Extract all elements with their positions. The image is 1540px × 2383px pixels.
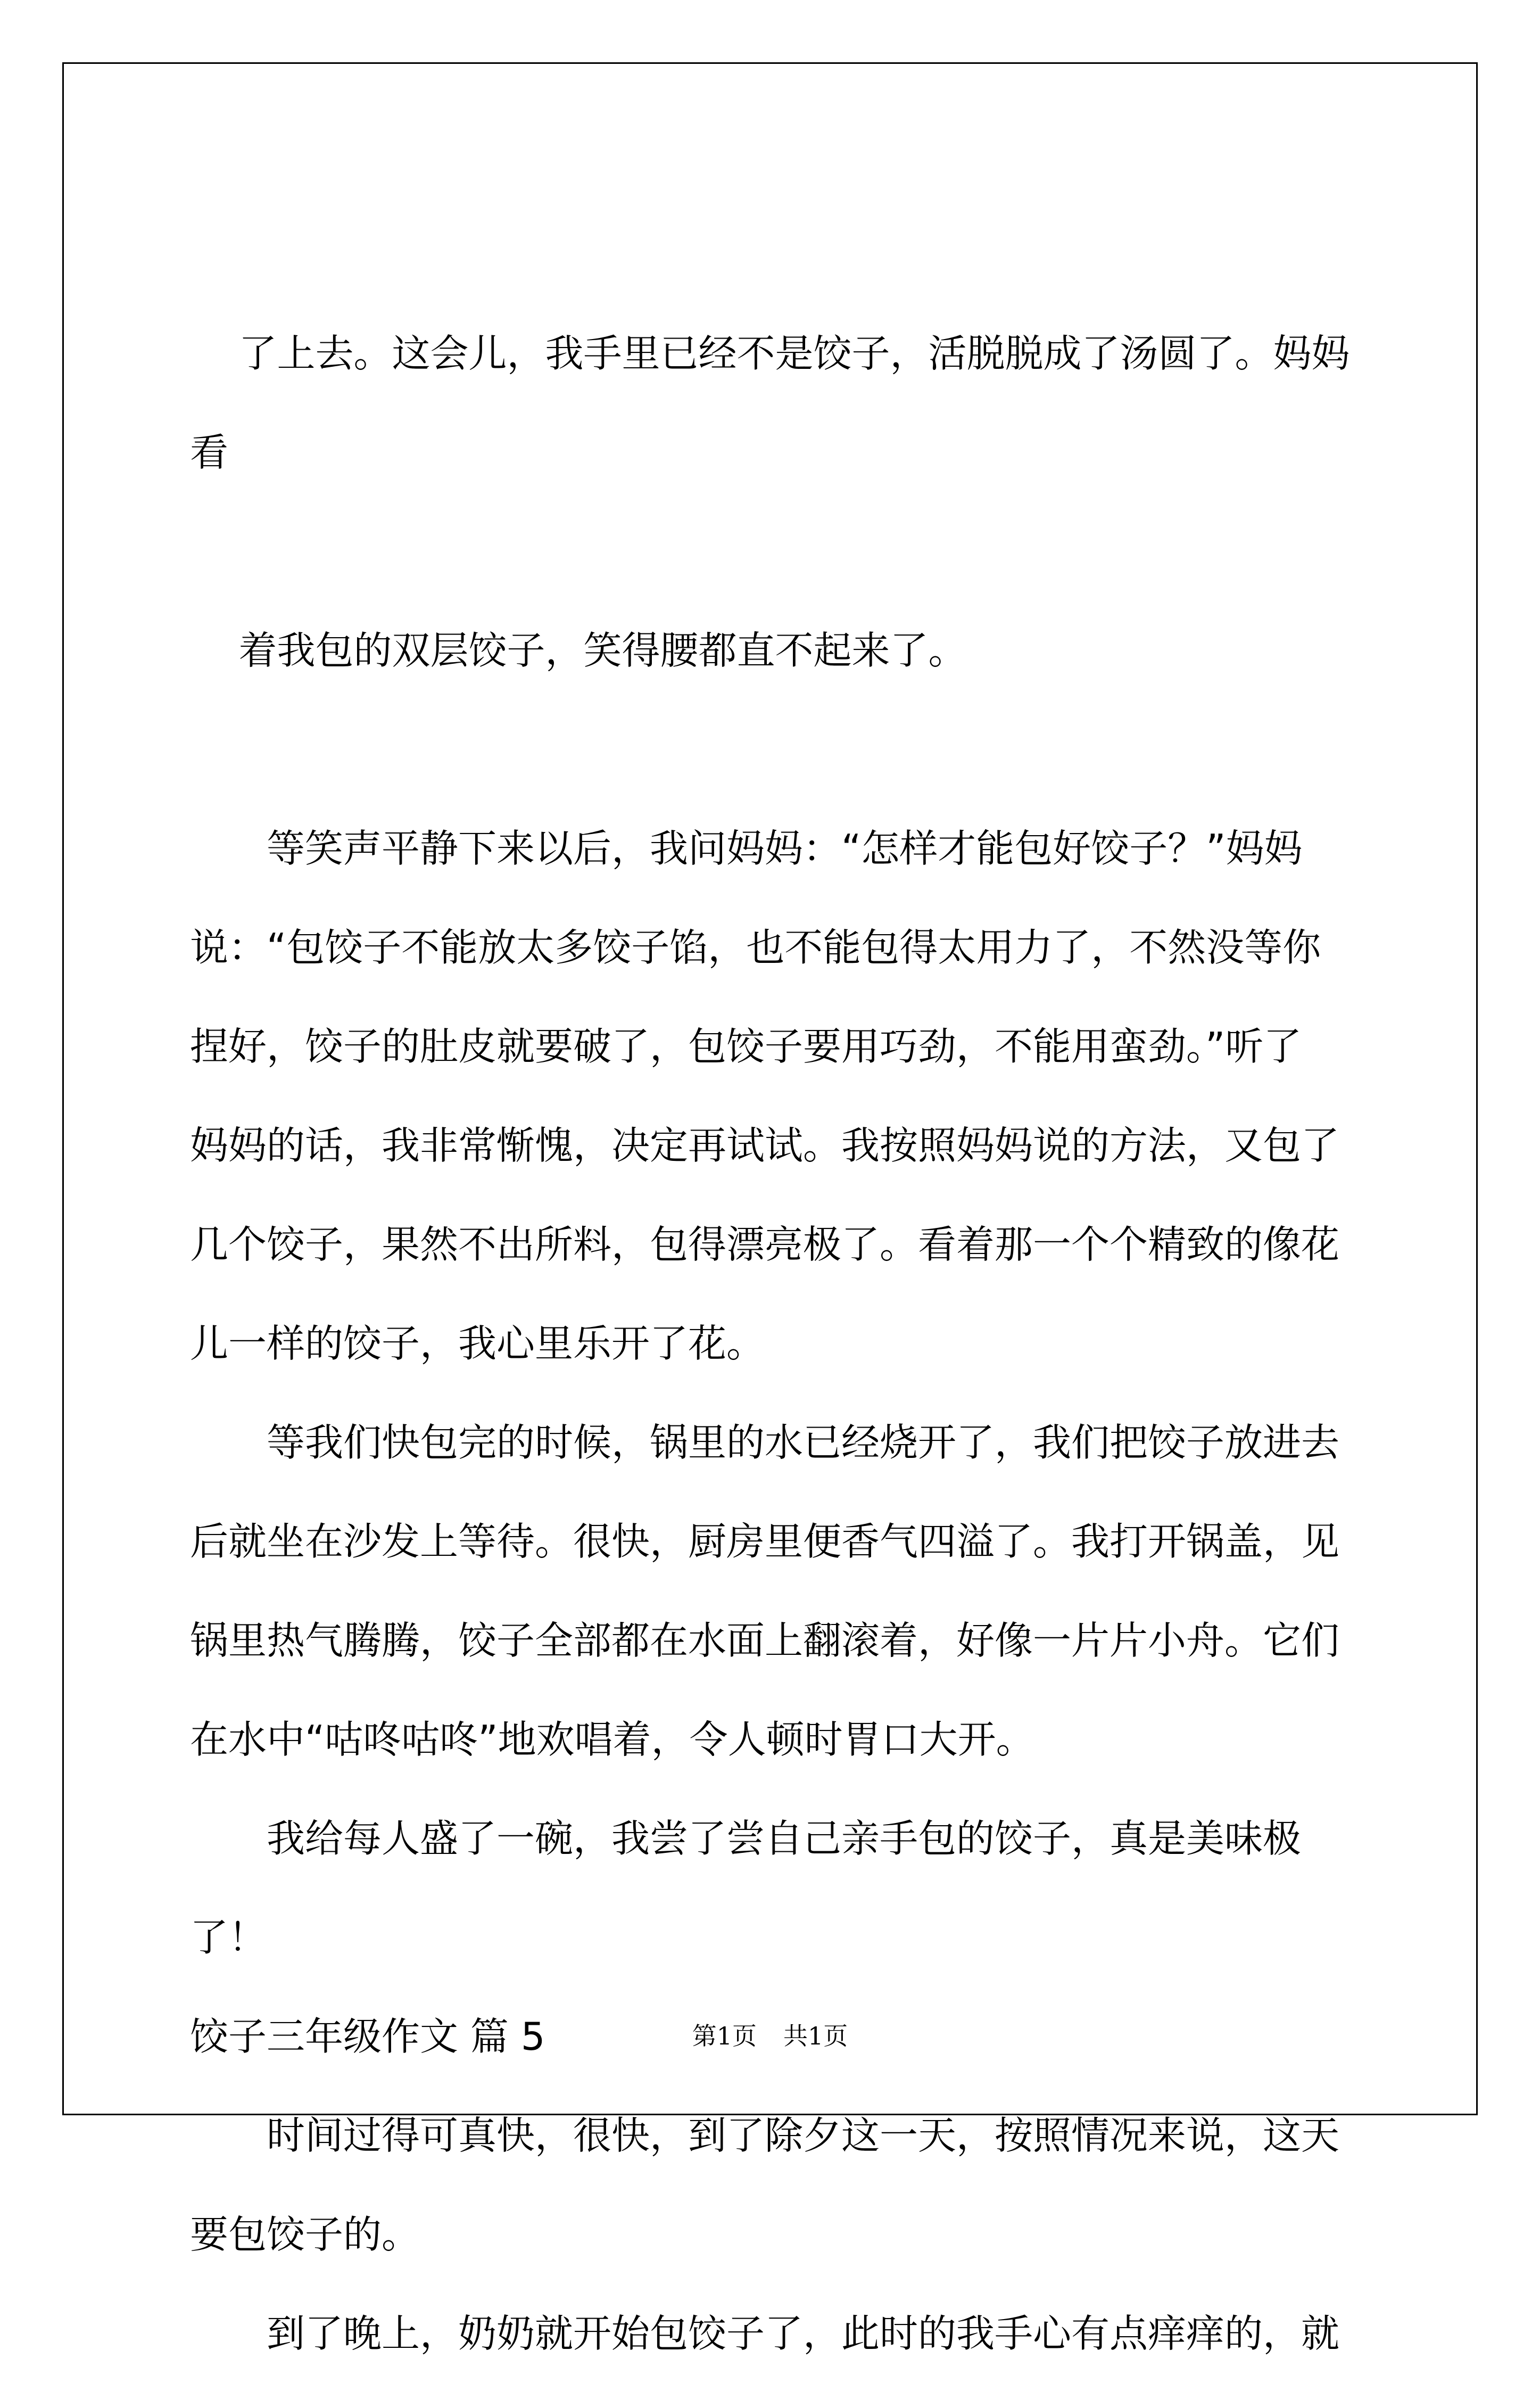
- text-line: 妈妈的话，我非常惭愧，决定再试试。我按照妈妈说的方法，又包了: [190, 1123, 1340, 1168]
- text-line: 等笑声平静下来以后，我问妈妈：“怎样才能包好饺子？”妈妈: [267, 826, 1303, 871]
- section-title: 饺子三年级作文 篇 5: [190, 2014, 545, 2059]
- paragraph: [190, 1789, 1366, 1987]
- page-number: 第1页: [692, 2022, 757, 2050]
- text-line: 了上去。这会儿，我手里已经不是饺子，活脱脱成了汤圆了。妈妈看: [190, 331, 1350, 475]
- text-line: 时间过得可真快，很快，到了除夕这一天，按照情况来说，这天: [267, 2113, 1340, 2158]
- text-line: 锅里热气腾腾，饺子全部都在水面上翻滚着，好像一片片小舟。它们: [190, 1618, 1340, 1663]
- text-line: 着我包的双层饺子，笑得腰都直不起来了。: [238, 628, 967, 673]
- text-line: 几个饺子，果然不出所料，包得漂亮极了。看着那一个个精致的像花: [190, 1222, 1340, 1267]
- paragraph: [190, 205, 1366, 799]
- text-line: 等我们快包完的时候，锅里的水已经烧开了，我们把饺子放进去: [267, 1420, 1340, 1465]
- paragraph: [190, 1393, 1366, 1789]
- text-line: 在水中“咕咚咕咚”地欢唱着，令人顿时胃口大开。: [190, 1717, 1034, 1762]
- page-total: 共1页: [783, 2022, 848, 2050]
- text-line: 捏好，饺子的肚皮就要破了，包饺子要用巧劲，不能用蛮劲。”听了: [190, 1024, 1302, 1069]
- text-line: 要包饺子的。: [190, 2212, 420, 2257]
- paragraph: [190, 799, 1366, 1393]
- paragraph: [190, 2086, 1366, 2284]
- text-line: 后就坐在沙发上等待。很快，厨房里便香气四溢了。我打开锅盖，见: [190, 1519, 1340, 1564]
- text-line: 到了晚上，奶奶就开始包饺子了，此时的我手心有点痒痒的，就: [267, 2311, 1340, 2356]
- document-body: [190, 205, 1366, 2383]
- text-line: 儿一样的饺子，我心里乐开了花。: [190, 1321, 765, 1366]
- paragraph: [190, 2284, 1366, 2383]
- text-line: 我给每人盛了一碗，我尝了尝自己亲手包的饺子，真是美味极了！: [190, 1816, 1302, 1960]
- page-footer: [0, 2020, 1540, 2052]
- text-line: 说：“包饺子不能放太多饺子馅，也不能包得太用力了，不然没等你: [190, 925, 1321, 970]
